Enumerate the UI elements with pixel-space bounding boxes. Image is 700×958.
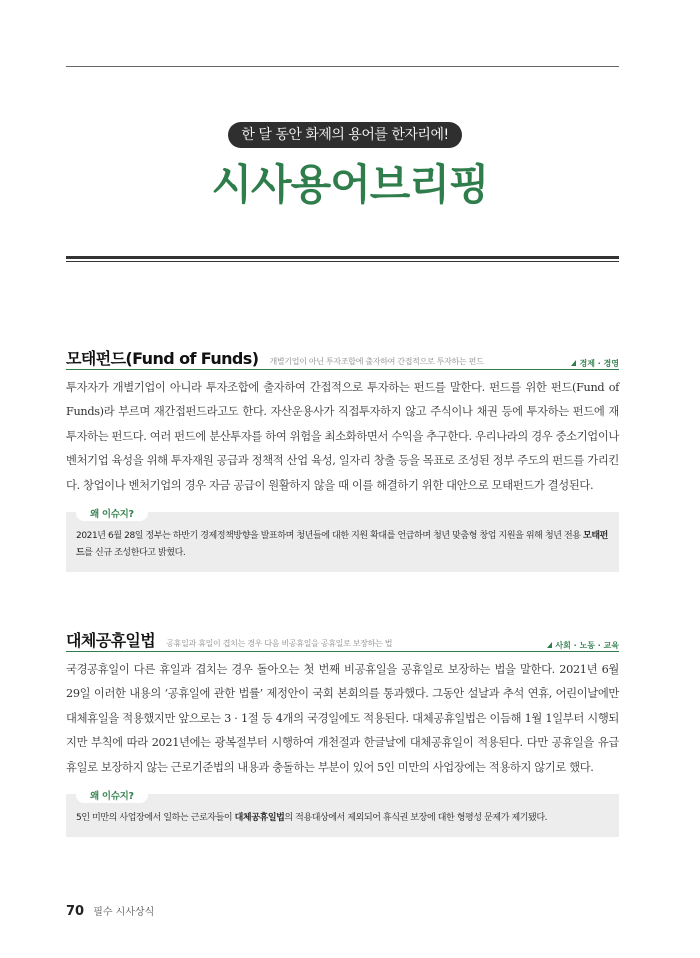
issue-text [76,810,609,827]
triangle-icon [547,642,552,648]
issue-text [76,528,609,562]
publication-name: 필수 시사상식 [93,907,155,918]
issue-label: 왜 이슈지? [76,787,148,803]
issue-box [66,509,619,572]
triangle-icon [571,360,576,366]
term-header [66,628,619,650]
title-divider-thick [66,256,619,259]
subtitle-banner: 한 달 동안 화제의 용어를 한자리에! [228,122,462,148]
page-title: 시사용어브리핑 [211,160,489,209]
title-divider-thin [66,261,619,262]
term-section-substitute-holiday [66,628,619,837]
category-tag [543,640,619,651]
term-name: 모태펀드(Fund of Funds) [66,349,259,368]
page-number: 70 [66,904,85,919]
category-label: 사회 · 노동 · 교육 [555,641,619,650]
category-label: 경제 · 경영 [579,359,619,368]
top-divider [66,66,619,67]
term-description: 공휴일과 휴일이 겹치는 경우 다음 비공휴일을 공휴일로 보장하는 법 [166,639,393,648]
issue-text-highlight: 모태펀드 [76,531,608,559]
term-body: 투자자가 개별기업이 아니라 투자조합에 출자하여 간접적으로 투자하는 펀드를 말한다. 펀드를 위한 펀드(Fund of Funds)라 부르며 재간접펀드라고도 한다. 자산운용사가 직접투자하지 않고 주식이나 채권 등에 투자하는 펀드에 재투자하는 펀드다. 여러 펀드에 분산투자를 하여 위험을 최소화하면서 수익을 추구한다. 우리나라의 경우 중소기업이나 벤처기업 육성을 위해 투자재원 공급과 정책적 산업 육성, 일자리 창출 등을 목표로 조성된 정부 주도의 펀드를 가리킨다. 창업이나 벤처기업의 경우 자금 공급이 원활하지 않을 때 이를 해결하기 위한 대안으로 모태펀드가 결성된다. [66,381,619,492]
term-name: 대체공휴일법 [66,631,156,650]
term-description: 개별기업이 아닌 투자조합에 출자하여 간접적으로 투자하는 펀드 [269,357,484,366]
term-header [66,346,619,368]
page-footer [66,900,154,919]
term-section-fund-of-funds [66,346,619,572]
category-tag [567,358,619,369]
issue-label: 왜 이슈지? [76,505,148,521]
issue-box [66,791,619,837]
issue-text-highlight: 대체공휴일법 [234,813,285,824]
issue-text-part: 2021년 6월 28일 정부는 하반기 경제정책방향을 발표하며 청년들에 대한 지원 확대를 언급하며 청년 맞춤형 창업 지원을 위해 청년 전용 [76,531,584,542]
term-body: 국경공휴일이 다른 휴일과 겹치는 경우 돌아오는 첫 번째 비공휴일을 공휴일로 보장하는 법을 말한다. 2021년 6월 29일 이러한 내용의 ‘공휴일에 관한 법률’ 제정안이 국회 본회의를 통과했다. 그동안 설날과 추석 연휴, 어린이날에만 대체휴일을 적용했지만 앞으로는 3 · 1절 등 4개의 국경일에도 적용된다. 대체공휴일법은 이듬해 1월 1일부터 시행되지만 부칙에 따라 2021년에는 광복절부터 시행하여 개천절과 한글날에 대체공휴일이 적용된다. 다만 공휴일을 유급휴일로 보장하지 않는 근로기준법의 내용과 충돌하는 부분이 있어 5인 미만의 사업장에는 적용하지 않기로 했다. [66,663,619,774]
issue-text-part: 5인 미만의 사업장에서 일하는 근로자들이 [76,813,235,824]
issue-text-part: 의 적용대상에서 제외되어 휴식권 보장에 대한 형평성 문제가 제기됐다. [284,813,548,824]
issue-text-part: 를 신규 조성한다고 밝혔다. [84,548,186,559]
